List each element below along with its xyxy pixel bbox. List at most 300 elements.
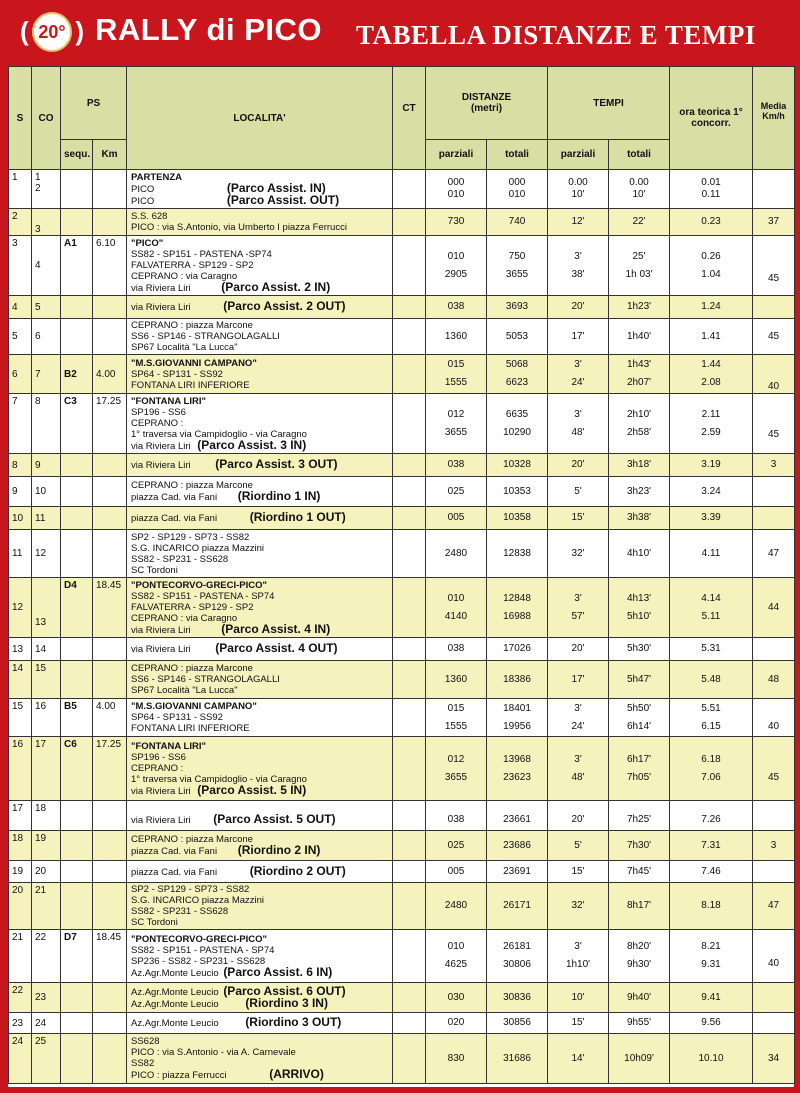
cell-ct <box>393 638 426 661</box>
cell-co: 3 <box>32 209 61 236</box>
val: 2.08 <box>701 377 721 388</box>
cell-tempi-parziali: 20' <box>548 296 609 319</box>
cell-dist-totali: 3693 <box>487 296 548 319</box>
cell-media <box>753 638 795 661</box>
cell-s: 22 <box>9 983 32 1013</box>
loc-line: FALVATERRA - SP129 - SP2 <box>131 259 254 271</box>
loc-line: SP67 Località "La Lucca" <box>131 342 238 353</box>
cell-tempi-parziali <box>548 394 609 454</box>
val: 015 <box>447 359 465 370</box>
cell-dist-parziali <box>426 355 487 394</box>
loc-line: FONTANA LIRI INFERIORE <box>131 723 250 734</box>
table-row <box>9 699 795 737</box>
cell-km <box>93 296 127 319</box>
val: 3655 <box>444 771 468 783</box>
cell-localita <box>127 209 393 236</box>
cell-km <box>93 638 127 661</box>
cell-media <box>753 1013 795 1034</box>
val: 24' <box>571 377 585 388</box>
table-row <box>9 1034 795 1084</box>
co-2: 2 <box>35 183 41 194</box>
cell-tempi-parziali: 32' <box>548 530 609 578</box>
val: 2h07' <box>626 377 652 388</box>
cell-seq <box>61 861 93 883</box>
loc-line: SS628 <box>131 1036 160 1047</box>
cell-localita <box>127 930 393 983</box>
cell-s: 18 <box>9 831 32 861</box>
cell-s: 11 <box>9 530 32 578</box>
cell-seq: D7 <box>61 930 93 983</box>
cell-s: 23 <box>9 1013 32 1034</box>
cell-km <box>93 1013 127 1034</box>
cell-seq <box>61 507 93 530</box>
cell-tempi-totali <box>609 578 670 638</box>
val: 000 <box>447 177 465 188</box>
cell-dist-parziali: 038 <box>426 638 487 661</box>
cell-media: 48 <box>753 661 795 699</box>
loc-line: PICO : via S.Antonio - via A. Carnevale <box>131 1047 296 1058</box>
cell-km: 4.00 <box>93 355 127 394</box>
val: 30806 <box>503 959 531 970</box>
cell-tempi-totali <box>609 355 670 394</box>
cell-ora: 4.11 <box>670 530 753 578</box>
distanze-label: DISTANZE <box>461 92 512 103</box>
loc-line: "M.S.GIOVANNI CAMPANO" <box>131 701 257 712</box>
val: 24' <box>571 720 585 732</box>
cell-localita <box>127 883 393 930</box>
cell-km: 17.25 <box>93 737 127 801</box>
cell-tempi-parziali: 17' <box>548 319 609 355</box>
cell-localita <box>127 170 393 209</box>
cell-tempi-totali: 7h25' <box>609 801 670 831</box>
cell-media: 3 <box>753 831 795 861</box>
cell-ora <box>670 699 753 737</box>
col-ps: PS <box>61 67 127 140</box>
loc-line: PARTENZA <box>131 171 183 183</box>
cell-tempi-totali: 3h38' <box>609 507 670 530</box>
table-row <box>9 319 795 355</box>
cell-tempi-totali <box>609 737 670 801</box>
cell-localita <box>127 699 393 737</box>
cell-tempi-totali: 7h45' <box>609 861 670 883</box>
cell-media: 37 <box>753 209 795 236</box>
table-row <box>9 801 795 831</box>
cell-tempi-parziali: 15' <box>548 861 609 883</box>
val: 5068 <box>505 359 529 370</box>
cell-localita <box>127 530 393 578</box>
cell-s: 4 <box>9 296 32 319</box>
cell-localita <box>127 477 393 507</box>
table-row <box>9 170 795 209</box>
page-subtitle: TABELLA DISTANZE E TEMPI <box>356 20 756 50</box>
val: 38' <box>571 268 585 280</box>
cell-co: 22 <box>32 930 61 983</box>
cell-km <box>93 883 127 930</box>
loc-line: SC Tordoni <box>131 564 178 576</box>
cell-s: 8 <box>9 454 32 477</box>
cell-co: 21 <box>32 883 61 930</box>
cell-dist-parziali <box>426 699 487 737</box>
cell-co: 7 <box>32 355 61 394</box>
cell-media: 45 <box>753 319 795 355</box>
cell-ora: 7.26 <box>670 801 753 831</box>
cell-km <box>93 477 127 507</box>
table-row <box>9 355 795 394</box>
cell-tempi-parziali <box>548 355 609 394</box>
cell-co: 25 <box>32 1034 61 1084</box>
loc-event: (Parco Assist. 6 IN) <box>223 964 333 979</box>
cell-seq <box>61 831 93 861</box>
cell-dist-parziali: 730 <box>426 209 487 236</box>
cell-localita <box>127 1034 393 1084</box>
cell-km: 18.45 <box>93 930 127 983</box>
loc-line: SP2 - SP129 - SP73 - SS82 <box>131 884 250 895</box>
cell-seq <box>61 983 93 1013</box>
cell-ora: 3.24 <box>670 477 753 507</box>
cell-seq <box>61 209 93 236</box>
loc-line: Az.Agr.Monte Leucio <box>131 986 219 998</box>
val: 26181 <box>503 941 531 952</box>
col-s: S <box>9 67 32 170</box>
loc-line: PICO <box>131 195 155 207</box>
cell-localita <box>127 394 393 454</box>
cell-ct <box>393 319 426 355</box>
loc-event: (Parco Assist. OUT) <box>226 192 340 207</box>
val: 3' <box>574 250 582 262</box>
col-dist-totali: totali <box>487 140 548 170</box>
val: 1555 <box>444 377 468 388</box>
cell-media <box>753 861 795 883</box>
cell-dist-totali: 5053 <box>487 319 548 355</box>
cell-media <box>753 170 795 209</box>
cell-s: 3 <box>9 236 32 296</box>
cell-dist-totali: 12838 <box>487 530 548 578</box>
cell-media <box>753 801 795 831</box>
table-row <box>9 737 795 801</box>
loc-line: S.S. 628 <box>131 211 168 222</box>
cell-localita <box>127 801 393 831</box>
cell-km <box>93 1034 127 1084</box>
cell-ct <box>393 477 426 507</box>
table-row <box>9 661 795 699</box>
cell-co: 8 <box>32 394 61 454</box>
cell-seq <box>61 170 93 209</box>
cell-tempi-parziali <box>548 699 609 737</box>
loc-line: via Riviera Liri <box>131 785 191 797</box>
table-row <box>9 983 795 1013</box>
col-ps-km: Km <box>93 140 127 170</box>
loc-event: (Parco Assist. 4 IN) <box>221 621 331 636</box>
val: 7h05' <box>626 771 652 783</box>
cell-ct <box>393 883 426 930</box>
loc-line: SS6 - SP146 - STRANGOLAGALLI <box>131 674 280 685</box>
cell-dist-parziali: 038 <box>426 454 487 477</box>
table-row <box>9 296 795 319</box>
val: 010 <box>447 250 465 262</box>
col-distanze <box>426 67 548 140</box>
cell-seq <box>61 319 93 355</box>
cell-co: 11 <box>32 507 61 530</box>
cell-media: 45 <box>753 236 795 296</box>
cell-km <box>93 661 127 699</box>
cell-s: 12 <box>9 578 32 638</box>
val: 7.06 <box>701 771 721 783</box>
loc-event: (Parco Assist. 4 OUT) <box>215 641 338 655</box>
cell-tempi-totali <box>609 394 670 454</box>
loc-line: CEPRANO : piazza Marcone <box>131 480 253 491</box>
cell-km <box>93 454 127 477</box>
loc-line: SS82 - SP151 - PASTENA - SP74 <box>131 590 275 602</box>
loc-line: piazza Cad. via Fani <box>131 866 218 878</box>
val: 23623 <box>503 771 531 783</box>
cell-ora: 1.24 <box>670 296 753 319</box>
cell-seq: A1 <box>61 236 93 296</box>
cell-media: 47 <box>753 883 795 930</box>
val: 015 <box>447 702 465 714</box>
loc-line: CEPRANO : <box>131 762 184 774</box>
cell-tempi-parziali: 20' <box>548 454 609 477</box>
cell-ct <box>393 801 426 831</box>
cell-dist-totali: 23691 <box>487 861 548 883</box>
loc-event: (Riordino 1 OUT) <box>249 510 346 524</box>
val: 6.18 <box>701 753 721 765</box>
cell-localita <box>127 831 393 861</box>
cell-ora: 5.31 <box>670 638 753 661</box>
cell-dist-parziali: 2480 <box>426 530 487 578</box>
val: 3655 <box>444 426 468 438</box>
header <box>0 0 800 64</box>
loc-line: CEPRANO : via Caragno <box>131 270 238 282</box>
cell-dist-parziali <box>426 170 487 209</box>
val: 2.59 <box>701 426 721 438</box>
loc-event: (Riordino 2 OUT) <box>249 863 346 878</box>
cell-tempi-totali <box>609 236 670 296</box>
cell-s: 21 <box>9 930 32 983</box>
cell-localita <box>127 638 393 661</box>
cell-km <box>93 170 127 209</box>
cell-dist-parziali: 025 <box>426 831 487 861</box>
val: 4.14 <box>701 592 721 604</box>
val: 8h20' <box>626 941 652 952</box>
cell-ct <box>393 355 426 394</box>
cell-seq <box>61 1034 93 1084</box>
cell-s: 5 <box>9 319 32 355</box>
cell-km <box>93 507 127 530</box>
loc-line: PICO : piazza Ferrucci <box>131 1070 227 1081</box>
cell-ora: 0.23 <box>670 209 753 236</box>
cell-km <box>93 209 127 236</box>
loc-line: SS82 - SP151 - PASTENA - SP74 <box>131 944 275 956</box>
table-row <box>9 236 795 296</box>
val: 000 <box>508 177 526 188</box>
cell-media: 40 <box>753 355 795 394</box>
loc-line: PICO <box>131 183 155 195</box>
val: 750 <box>508 250 526 262</box>
cell-tempi-parziali: 5' <box>548 477 609 507</box>
cell-tempi-parziali: 12' <box>548 209 609 236</box>
table-row <box>9 861 795 883</box>
cell-s: 1 <box>9 170 32 209</box>
val: 13968 <box>503 753 531 765</box>
loc-line: CEPRANO : <box>131 417 184 429</box>
cell-seq <box>61 530 93 578</box>
loc-line: 1° traversa via Campidoglio - via Caragno <box>131 773 307 785</box>
cell-dist-parziali: 038 <box>426 801 487 831</box>
cell-dist-totali: 23661 <box>487 801 548 831</box>
cell-dist-totali <box>487 578 548 638</box>
cell-ct <box>393 699 426 737</box>
cell-dist-totali <box>487 394 548 454</box>
cell-dist-parziali: 038 <box>426 296 487 319</box>
val: 4140 <box>444 610 468 622</box>
cell-s: 20 <box>9 883 32 930</box>
cell-dist-parziali: 005 <box>426 861 487 883</box>
loc-event: (ARRIVO) <box>269 1067 324 1081</box>
cell-dist-totali: 10328 <box>487 454 548 477</box>
cell-seq <box>61 1013 93 1034</box>
table-row <box>9 477 795 507</box>
cell-tempi-totali: 22' <box>609 209 670 236</box>
cell-dist-totali: 30836 <box>487 983 548 1013</box>
loc-event: (Riordino 1 IN) <box>237 489 321 503</box>
val: 6h14' <box>626 720 652 732</box>
table-row <box>9 638 795 661</box>
val: 012 <box>447 753 465 765</box>
cell-seq: D4 <box>61 578 93 638</box>
val: 3' <box>574 702 582 714</box>
val: 5.51 <box>701 702 721 714</box>
cell-ora <box>670 578 753 638</box>
cell-km: 6.10 <box>93 236 127 296</box>
loc-event: (Parco Assist. 2 IN) <box>221 279 331 294</box>
cell-ct <box>393 661 426 699</box>
loc-line: SS6 - SP146 - STRANGOLAGALLI <box>131 331 280 342</box>
cell-dist-totali <box>487 170 548 209</box>
cell-co: 15 <box>32 661 61 699</box>
val: 18401 <box>503 702 531 714</box>
cell-ct <box>393 578 426 638</box>
cell-s: 19 <box>9 861 32 883</box>
loc-line: via Riviera Liri <box>131 302 191 313</box>
cell-localita <box>127 861 393 883</box>
cell-dist-parziali: 030 <box>426 983 487 1013</box>
cell-media: 45 <box>753 737 795 801</box>
cell-dist-totali <box>487 236 548 296</box>
cell-s: 24 <box>9 1034 32 1084</box>
loc-line: SS82 <box>131 1058 155 1069</box>
distanze-sub: (metri) <box>470 103 503 114</box>
loc-event: (Riordino 3 IN) <box>245 995 328 1010</box>
loc-line: "M.S.GIOVANNI CAMPANO" <box>131 357 257 369</box>
loc-line: CEPRANO : via Caragno <box>131 612 238 624</box>
cell-ora: 10.10 <box>670 1034 753 1084</box>
cell-ct <box>393 530 426 578</box>
table-row <box>9 578 795 638</box>
cell-dist-parziali: 2480 <box>426 883 487 930</box>
cell-seq <box>61 296 93 319</box>
cell-dist-parziali: 1360 <box>426 661 487 699</box>
cell-km <box>93 319 127 355</box>
loc-event: (Parco Assist. IN) <box>226 180 326 195</box>
cell-co: 23 <box>32 983 61 1013</box>
val: 10290 <box>503 426 531 438</box>
cell-dist-parziali <box>426 578 487 638</box>
loc-line: SP2 - SP129 - SP73 - SS82 <box>131 531 250 543</box>
cell-seq <box>61 883 93 930</box>
cell-s: 9 <box>9 477 32 507</box>
cell-tempi-parziali: 32' <box>548 883 609 930</box>
cell-km <box>93 530 127 578</box>
cell-s: 7 <box>9 394 32 454</box>
cell-ct <box>393 454 426 477</box>
loc-line: piazza Cad. via Fani <box>131 492 218 503</box>
loc-event: (Riordino 3 OUT) <box>245 1015 342 1029</box>
val: 1.44 <box>701 359 721 370</box>
cell-ct <box>393 1013 426 1034</box>
val: 25' <box>632 250 646 262</box>
cell-dist-parziali <box>426 930 487 983</box>
cell-localita <box>127 983 393 1013</box>
cell-s: 15 <box>9 699 32 737</box>
col-tempi: TEMPI <box>548 67 670 140</box>
val: 3' <box>574 592 582 604</box>
cell-ora: 3.19 <box>670 454 753 477</box>
co-1: 1 <box>35 172 41 183</box>
cell-seq <box>61 638 93 661</box>
cell-co <box>32 170 61 209</box>
loc-line: SC Tordoni <box>131 917 178 928</box>
cell-co: 24 <box>32 1013 61 1034</box>
cell-co: 18 <box>32 801 61 831</box>
cell-dist-parziali <box>426 737 487 801</box>
badge-number: 20° <box>38 21 66 42</box>
val: 2h58' <box>626 426 652 438</box>
loc-line: SS82 - SP151 - PASTENA -SP74 <box>131 248 272 260</box>
loc-event: (Riordino 2 IN) <box>237 843 321 857</box>
loc-line: FONTANA LIRI INFERIORE <box>131 379 250 391</box>
val: 4h13' <box>626 592 652 604</box>
cell-co: 10 <box>32 477 61 507</box>
cell-co: 4 <box>32 236 61 296</box>
cell-ct <box>393 737 426 801</box>
val: 5h50' <box>626 702 652 714</box>
cell-seq <box>61 801 93 831</box>
table-row <box>9 1013 795 1034</box>
val: 12848 <box>503 592 531 604</box>
cell-localita <box>127 737 393 801</box>
val: 2h10' <box>626 408 652 420</box>
cell-localita <box>127 454 393 477</box>
cell-ct <box>393 507 426 530</box>
val: 9.31 <box>701 959 721 970</box>
cell-ora: 1.41 <box>670 319 753 355</box>
cell-dist-parziali <box>426 236 487 296</box>
cell-ora: 5.48 <box>670 661 753 699</box>
cell-co: 13 <box>32 578 61 638</box>
loc-event: (Parco Assist. 5 IN) <box>197 782 307 797</box>
cell-media: 44 <box>753 578 795 638</box>
cell-co: 9 <box>32 454 61 477</box>
val: 1h 03' <box>625 268 653 280</box>
cell-tempi-parziali: 20' <box>548 638 609 661</box>
loc-line: Az.Agr.Monte Leucio <box>131 1018 219 1029</box>
cell-ora: 9.41 <box>670 983 753 1013</box>
val: 1h10' <box>565 959 591 970</box>
loc-line: 1° traversa via Campidoglio - via Caragno <box>131 428 307 440</box>
loc-event: (Parco Assist. 3 OUT) <box>215 457 338 471</box>
cell-dist-totali <box>487 930 548 983</box>
cell-ct <box>393 170 426 209</box>
